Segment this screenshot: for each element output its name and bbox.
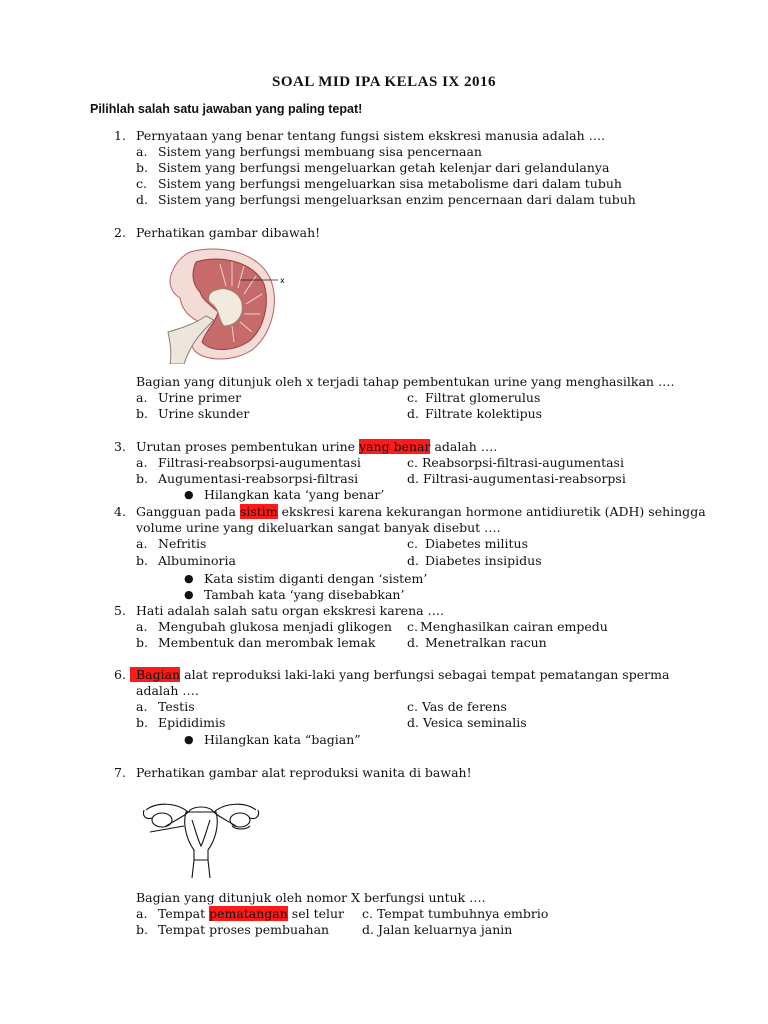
question-number: 5. bbox=[114, 603, 126, 618]
option-a-key: a. bbox=[136, 455, 148, 470]
option-c: Sistem yang berfungsi mengeluarkan sisa metabolisme dari dalam tubuh bbox=[158, 176, 622, 191]
option-key: c. bbox=[407, 699, 418, 714]
revision-note: Hilangkan kata ‘yang benar’ bbox=[204, 487, 385, 502]
option-a: Urine primer bbox=[158, 390, 242, 405]
question-text: Perhatikan gambar alat reproduksi wanita di bawah! bbox=[136, 765, 472, 780]
option-c bbox=[362, 906, 548, 921]
instruction-text: Pilihlah salah satu jawaban yang paling tepat! bbox=[90, 102, 363, 116]
option-key: d. bbox=[407, 715, 419, 730]
option-b: Urine skunder bbox=[158, 406, 250, 421]
option-b-key: b. bbox=[136, 160, 148, 175]
option-a-key: a. bbox=[136, 144, 148, 159]
bullet-icon: ● bbox=[184, 572, 194, 585]
option-text: Filtrasi-augumentasi-reabsorpsi bbox=[422, 471, 626, 486]
bullet-icon: ● bbox=[184, 733, 194, 746]
kidney-diagram bbox=[160, 246, 290, 364]
option-a-key: a. bbox=[136, 699, 148, 714]
option-d-key: d. bbox=[407, 406, 419, 421]
option-d: Sistem yang berfungsi mengeluarksan enzim pencernaan dari dalam tubuh bbox=[158, 192, 636, 207]
question-text: Perhatikan gambar dibawah! bbox=[136, 225, 321, 240]
option-d: Filtrate kolektipus bbox=[425, 406, 543, 421]
question-number: 6. bbox=[114, 667, 126, 682]
question-stem: Bagian yang ditunjuk oleh x terjadi tahap pembentukan urine yang menghasilkan …. bbox=[136, 374, 675, 389]
revision-note: Hilangkan kata “bagian” bbox=[204, 732, 361, 747]
bullet-icon: ● bbox=[184, 588, 194, 601]
question-text-line2: volume urine yang dikeluarkan sangat banyak disebut …. bbox=[136, 520, 501, 535]
option-c: Menghasilkan cairan empedu bbox=[420, 619, 608, 634]
text-part: sel telur bbox=[287, 906, 345, 921]
option-d: Diabetes insipidus bbox=[425, 553, 542, 568]
option-c-key: c. bbox=[136, 176, 147, 191]
red-highlight-text: pematangan bbox=[209, 906, 288, 921]
option-text: Vas de ferens bbox=[421, 699, 507, 714]
option-b-key: b. bbox=[136, 406, 148, 421]
option-a-key: a. bbox=[136, 906, 148, 921]
option-b: Augumentasi-reabsorpsi-filtrasi bbox=[158, 471, 359, 486]
option-a: Sistem yang berfungsi membuang sisa pencernaan bbox=[158, 144, 482, 159]
option-c-key: c. bbox=[407, 619, 418, 634]
question-number: 7. bbox=[114, 765, 126, 780]
question-number: 2. bbox=[114, 225, 126, 240]
revision-note: Tambah kata ‘yang disebabkan’ bbox=[204, 587, 405, 602]
option-d bbox=[407, 715, 527, 730]
option-a: Testis bbox=[158, 699, 195, 714]
option-b: Tempat proses pembuahan bbox=[158, 922, 330, 937]
text-part: Urutan proses pembentukan urine bbox=[136, 439, 360, 454]
text-part: adalah …. bbox=[430, 439, 498, 454]
option-key: d. bbox=[362, 922, 374, 937]
red-highlight-text: sistim bbox=[239, 504, 278, 519]
option-b: Sistem yang berfungsi mengeluarkan getah kelenjar dari gelandulanya bbox=[158, 160, 610, 175]
option-d: Menetralkan racun bbox=[425, 635, 547, 650]
page-title: SOAL MID IPA KELAS IX 2016 bbox=[271, 74, 496, 90]
option-text: Vesica seminalis bbox=[422, 715, 527, 730]
option-key: d. bbox=[407, 471, 419, 486]
question-stem: Bagian yang ditunjuk oleh nomor X berfungsi untuk …. bbox=[136, 890, 486, 905]
option-b-key: b. bbox=[136, 715, 148, 730]
option-a: Filtrasi-reabsorpsi-augumentasi bbox=[158, 455, 361, 470]
question-text-line2: adalah …. bbox=[136, 683, 199, 698]
option-d-key: d. bbox=[407, 553, 419, 568]
option-c bbox=[407, 699, 507, 714]
option-text: Tempat tumbuhnya embrio bbox=[376, 906, 549, 921]
text-part: Tempat bbox=[158, 906, 210, 921]
female-reproductive-diagram bbox=[136, 796, 266, 880]
option-c-key: c. bbox=[407, 536, 418, 551]
option-c: Filtrat glomerulus bbox=[425, 390, 541, 405]
option-b-key: b. bbox=[136, 471, 148, 486]
revision-note: Kata sistim diganti dengan ‘sistem’ bbox=[204, 571, 428, 586]
option-a: Nefritis bbox=[158, 536, 207, 551]
option-b-key: b. bbox=[136, 553, 148, 568]
question-text bbox=[130, 667, 669, 682]
figure-label-x: x bbox=[280, 276, 285, 285]
option-b: Albuminoria bbox=[158, 553, 236, 568]
option-key: c. bbox=[407, 455, 418, 470]
option-a-key: a. bbox=[136, 536, 148, 551]
text-part: ekskresi karena kekurangan hormone antidiuretik (ADH) sehingga bbox=[277, 504, 706, 519]
question-text: Pernyataan yang benar tentang fungsi sistem ekskresi manusia adalah …. bbox=[136, 128, 606, 143]
question-number: 4. bbox=[114, 504, 126, 519]
option-c-key: c. bbox=[407, 390, 418, 405]
option-c: Diabetes militus bbox=[425, 536, 529, 551]
option-d-key: d. bbox=[136, 192, 148, 207]
option-key: c. bbox=[362, 906, 373, 921]
question-text bbox=[136, 439, 497, 454]
question-number: 3. bbox=[114, 439, 126, 454]
option-b: Membentuk dan merombak lemak bbox=[158, 635, 376, 650]
option-a bbox=[158, 906, 344, 921]
question-text: Hati adalah salah satu organ ekskresi karena …. bbox=[136, 603, 445, 618]
option-c bbox=[407, 455, 624, 470]
option-a: Mengubah glukosa menjadi glikogen bbox=[158, 619, 392, 634]
option-b-key: b. bbox=[136, 922, 148, 937]
bullet-icon: ● bbox=[184, 488, 194, 501]
option-d bbox=[362, 922, 512, 937]
text-part: Gangguan pada bbox=[136, 504, 240, 519]
text-part: alat reproduksi laki-laki yang berfungsi sebagai tempat pematangan sperma bbox=[180, 667, 670, 682]
option-b-key: b. bbox=[136, 635, 148, 650]
option-d bbox=[407, 471, 626, 486]
option-text: Reabsorpsi-filtrasi-augumentasi bbox=[421, 455, 624, 470]
option-a-key: a. bbox=[136, 619, 148, 634]
option-b: Epididimis bbox=[158, 715, 226, 730]
option-a-key: a. bbox=[136, 390, 148, 405]
option-text: Jalan keluarnya janin bbox=[377, 922, 513, 937]
question-text bbox=[136, 504, 706, 519]
red-highlight-text: Bagian bbox=[130, 667, 180, 682]
option-d-key: d. bbox=[407, 635, 419, 650]
red-highlight-text: yang benar bbox=[359, 439, 431, 454]
question-number: 1. bbox=[114, 128, 126, 143]
